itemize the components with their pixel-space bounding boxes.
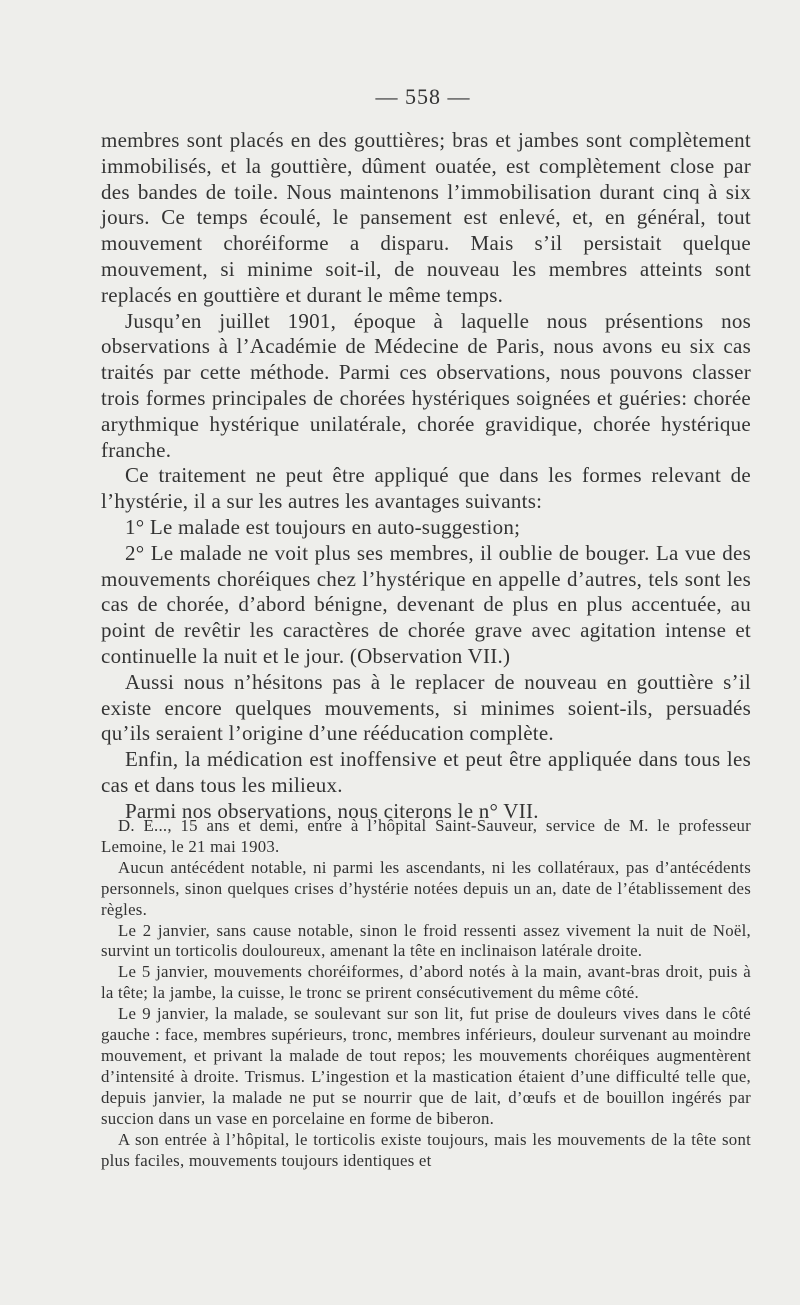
observation-antecedents: Aucun antécédent notable, ni parmi les ascendants, ni les collatéraux, pas d’antécédents personnels, sinon quelques crises d’hystérie notées depuis un an, date de l’établissement des règles.: [101, 857, 751, 919]
observation-intro: D. E..., 15 ans et demi, entre à l’hôpital Saint-Sauveur, service de M. le professeur Lemoine, le 21 mai 1903.: [101, 816, 751, 856]
observation-entree: A son entrée à l’hôpital, le torticolis existe toujours, mais les mouvements de la tête sont plus faciles, mouvements toujours identiques et: [101, 1129, 751, 1170]
paragraph-avantage-1: 1° Le malade est toujours en auto-suggestion;: [125, 514, 521, 539]
paragraph-immobilisation: membres sont placés en des gouttières; bras et jambes sont complètement immobilisés, et la gouttière, dûment ouatée, est complètement close par des bandes de toile. Nous maintenons l’immobilisation durant cinq à six jours. Ce temps écoulé, le pansement est enlevé, et, en général, tout mouvement choréiforme a disparu. Mais s’il persistait quelque mouvement, si minime soit-il, de nouveau les membres atteints sont replacés en gouttière et durant le même temps.: [101, 128, 751, 307]
paragraph-avantage-2: 2° Le malade ne voit plus ses membres, il oublie de bouger. La vue des mouvements choréiques chez l’hystérique en appelle d’autres, tels sont les cas de chorée, d’abord bénigne, devenant de plus en plus accentuée, au point de revêtir les caractères de chorée grave avec agitation intense et continuelle la nuit et le jour. (Observation VII.): [101, 540, 751, 668]
paragraph-avantages: Ce traitement ne peut être appliqué que dans les formes relevant de l’hystérie, il a sur les autres les avantages suivants:: [101, 463, 751, 514]
paragraph-medication: Enfin, la médication est inoffensive et peut être appliquée dans tous les cas et dans tous les milieux.: [101, 747, 751, 797]
observation-5-janvier: Le 5 janvier, mouvements choréiformes, d’abord notés à la main, avant-bras droit, puis à la tête; la jambe, la cuisse, le tronc se prirent consécutivement du même côté.: [101, 962, 751, 1003]
observation-2-janvier: Le 2 janvier, sans cause notable, sinon le froid ressenti assez vivement la nuit de Noël, survint un torticolis douloureux, amenant la tête en inclinaison latérale droite.: [101, 920, 751, 961]
paragraph-citation: Parmi nos observations, nous citerons le n° VII.: [125, 798, 539, 823]
page-number: — 558 —: [375, 84, 471, 109]
main-text: [101, 128, 751, 825]
paragraph-observations: Jusqu’en juillet 1901, époque à laquelle nous présentions nos observations à l’Académie de Médecine de Paris, nous avons eu six cas traités par cette méthode. Parmi ces observations, nous pouvons classer trois formes principales de chorées hystériques soignées et guéries: chorée arythmique hystérique unilatérale, chorée gravidique, chorée hystérique franche.: [101, 308, 751, 462]
paragraph-replacement: Aussi nous n’hésitons pas à le replacer de nouveau en gouttière s’il existe encore quelques mouvements, si minimes soient-ils, persuadés qu’ils seraient l’origine d’une rééducation complète.: [101, 669, 751, 746]
observation-9-janvier: Le 9 janvier, la malade, se soulevant sur son lit, fut prise de douleurs vives dans le côté gauche : face, membres supérieurs, tronc, membres inférieurs, douleur survenant au moindre mouvement, et privant la malade de tout repos; les mouvements choréiques augmentèrent d’intensité à droite. Trismus. L’ingestion et la mastication étaient d’une difficulté telle que, depuis janvier, la malade ne put se nourrir que de lait, d’œufs et de bouillon ingérés par succion dans un vase en porcelaine en forme de biberon.: [101, 1004, 751, 1128]
observation-text: [101, 816, 751, 1171]
